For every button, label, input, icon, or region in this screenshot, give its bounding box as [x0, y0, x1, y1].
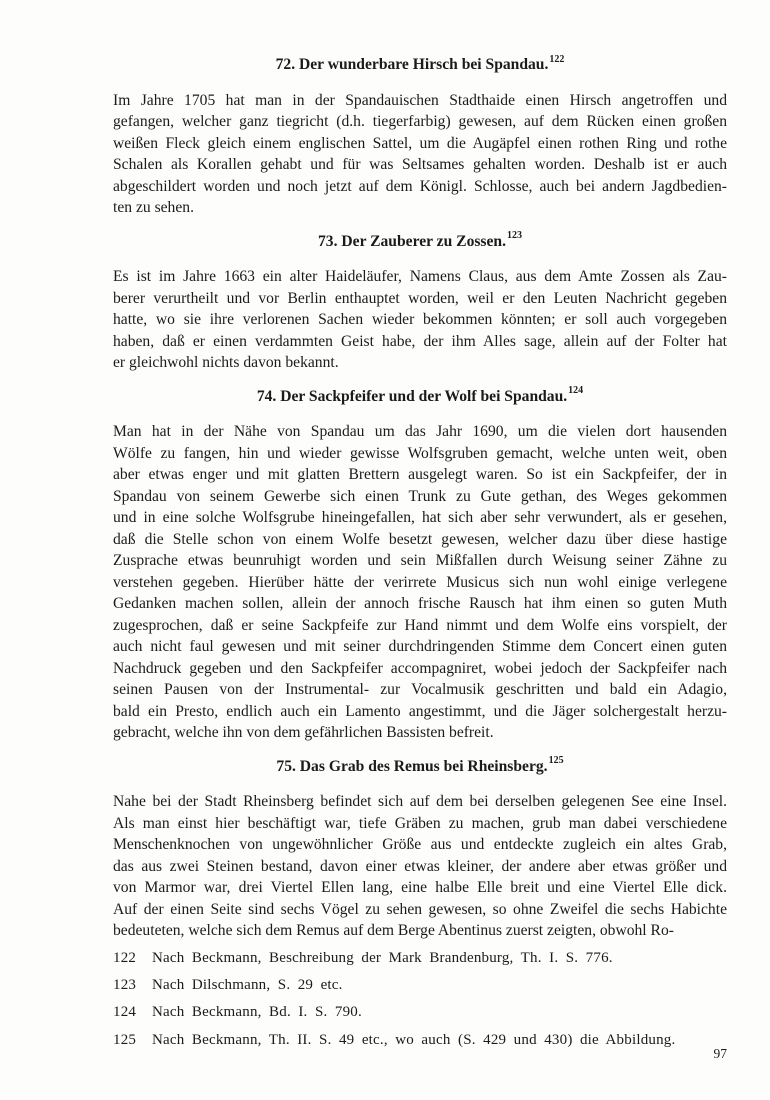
footnote-text: Nach Beckmann, Beschreibung der Mark Brandenburg, Th. I. S. 776. — [152, 949, 613, 966]
footnote-125 — [113, 1031, 727, 1050]
footnote-text: Nach Beckmann, Bd. I. S. 790. — [152, 1004, 362, 1021]
footnote-ref: 123 — [507, 230, 522, 242]
text-line: aber etwas enger und mit glatten Brettern ausgelegt waren. So ist ein Sackpfeifer, der in — [113, 466, 727, 483]
section-heading-74 — [113, 386, 727, 408]
text-line: gefangen, welcher ganz tiegricht (d.h. tiegerfarbig) gewesen, auf dem Rücken einen großen — [113, 113, 727, 130]
footnote-number: 124 — [113, 1004, 137, 1021]
paragraph-72 — [113, 90, 727, 219]
page-number: 97 — [713, 1046, 727, 1061]
paragraph-75 — [113, 791, 727, 942]
section-heading-75 — [113, 756, 727, 778]
footnote-number: 123 — [113, 976, 137, 993]
footnote-ref: 122 — [549, 53, 565, 65]
text-line: weißen Fleck gleich einem englischen Sattel, um die Augäpfel einen rothen Ring und rothe — [113, 134, 727, 152]
text-line: von Marmor war, drei Viertel Ellen lang, eine halbe Elle breit und eine Viertel Elle dick. — [113, 879, 727, 896]
text-line: Wölfe zu fangen, hin und wieder gewisse Wolfsgruben gemacht, welche unten weit, oben — [113, 444, 727, 462]
text-line: haben, daß er einen verdammten Geist habe, der ihm Alles sage, allein auf der Folter hat — [113, 332, 727, 350]
text-line: ten zu sehen. — [113, 199, 194, 216]
text-line: Auf der einen Seite sind sechs Vögel zu sehen gewesen, so ohne Zweifel die sechs Habichte — [113, 900, 727, 918]
text-line: Als man einst hier beschäftigt war, tiefe Gräben zu machen, grub man dabei verschiedene — [113, 814, 727, 832]
footnotes-block — [113, 949, 727, 1050]
footnote-text: Nach Beckmann, Th. II. S. 49 etc., wo auch (S. 429 und 430) die Abbildung. — [152, 1031, 676, 1048]
text-line: abgeschildert worden und noch jetzt auf dem Königl. Schlosse, auch bei andern Jagdbedien- — [113, 177, 727, 195]
text-line: Es ist im Jahre 1663 ein alter Haideläufer, Namens Claus, aus dem Amte Zossen als Zau- — [113, 268, 727, 285]
text-line: bald ein Presto, endlich auch ein Lamento angestimmt, und die Jäger solchergestalt herzu- — [113, 702, 727, 720]
section-heading-text: 73. Der Zauberer zu Zossen. — [318, 232, 506, 250]
text-line: Man hat in der Nähe von Spandau um das Jahr 1690, um die vielen dort hausenden — [113, 423, 727, 440]
text-line: das aus zwei Steinen bestand, davon einer etwas kleiner, der andere aber etwas größer und — [113, 857, 727, 875]
text-line: berer verurtheilt und vor Berlin enthauptet worden, weil er den Leuten Nachricht gegeben — [113, 289, 727, 307]
paragraph-74 — [113, 421, 727, 744]
section-heading-text: 75. Das Grab des Remus bei Rheinsberg. — [276, 757, 548, 775]
text-line: Gedanken machen sollen, allein der annoch frische Rausch hat ihm einen so guten Muth — [113, 595, 727, 612]
text-line: Im Jahre 1705 hat man in der Spandauischen Stadthaide einen Hirsch angetroffen und — [113, 91, 727, 109]
text-line: gebracht, welche ihn von dem gefährlichen Bassisten befreit. — [113, 724, 494, 741]
footnote-ref: 124 — [568, 385, 584, 397]
footnote-123 — [113, 976, 727, 995]
section-heading-text: 72. Der wunderbare Hirsch bei Spandau. — [275, 56, 549, 73]
footnote-122 — [113, 949, 727, 968]
text-line: und in eine solche Wolfsgrube hineingefallen, hat sich aber sehr verwundert, als er gesehen, — [113, 509, 727, 526]
footnote-number: 122 — [113, 949, 137, 966]
text-line: zugesprochen, daß er seine Sackpfeife zur Hand nimmt und dem Wolfe eins vorspielt, der — [113, 616, 727, 634]
footnote-text: Nach Dilschmann, S. 29 etc. — [152, 976, 343, 993]
section-heading-73 — [113, 231, 727, 253]
text-line: hatte, wo sie ihre verlorenen Sachen wieder bekommen könnten; er soll auch vorgegeben — [113, 311, 727, 328]
text-line: daß die Stelle schon von einem Wolfe besetzt gewesen, welcher dazu über diese hastige — [113, 530, 727, 548]
text-line: er gleichwohl nichts davon bekannt. — [113, 354, 339, 371]
section-heading-text: 74. Der Sackpfeifer und der Wolf bei Spandau. — [256, 387, 568, 405]
text-line: seinen Pausen von der Instrumental- zur Vocalmusik geschritten und bald ein Adagio, — [113, 681, 727, 698]
text-line: bedeuteten, welche sich dem Remus auf dem Berge Abentinus zuerst zeigten, obwohl Ro- — [113, 922, 674, 939]
text-line: Nahe bei der Stadt Rheinsberg befindet sich auf dem bei derselben gelegenen See eine Insel. — [113, 793, 727, 810]
footnote-124 — [113, 1003, 727, 1022]
paragraph-73 — [113, 266, 727, 374]
page-content — [113, 54, 727, 1058]
text-line: Spandau von seinem Gewerbe sich einen Trunk zu Gute gethan, des Weges gekommen — [113, 487, 727, 505]
text-line: auch nicht faul gewesen und mit seiner durchdringenden Stimme dem Concert einen guten — [113, 638, 727, 655]
text-line: Menschenknochen von ungewöhnlicher Größe aus und entdeckte zugleich ein altes Grab, — [113, 836, 727, 853]
footnote-ref: 125 — [548, 755, 564, 767]
text-line: Schalen als Korallen gehabt und für was Seltsames gehalten worden. Deshalb ist er auch — [113, 156, 727, 173]
text-line: Nachdruck gegeben und den Sackpfeifer accompagniret, wobei jedoch der Sackpfeifer nach — [113, 659, 727, 677]
section-heading-72 — [113, 54, 727, 76]
text-line: Zusprache etwas beunruhigt worden und sein Mißfallen durch Weisung seiner Zähne zu — [113, 552, 727, 569]
footnote-number: 125 — [113, 1031, 137, 1048]
text-line: verstehen gegeben. Hierüber hätte der verirrete Musicus sich nun wohl einige verlegene — [113, 573, 727, 591]
